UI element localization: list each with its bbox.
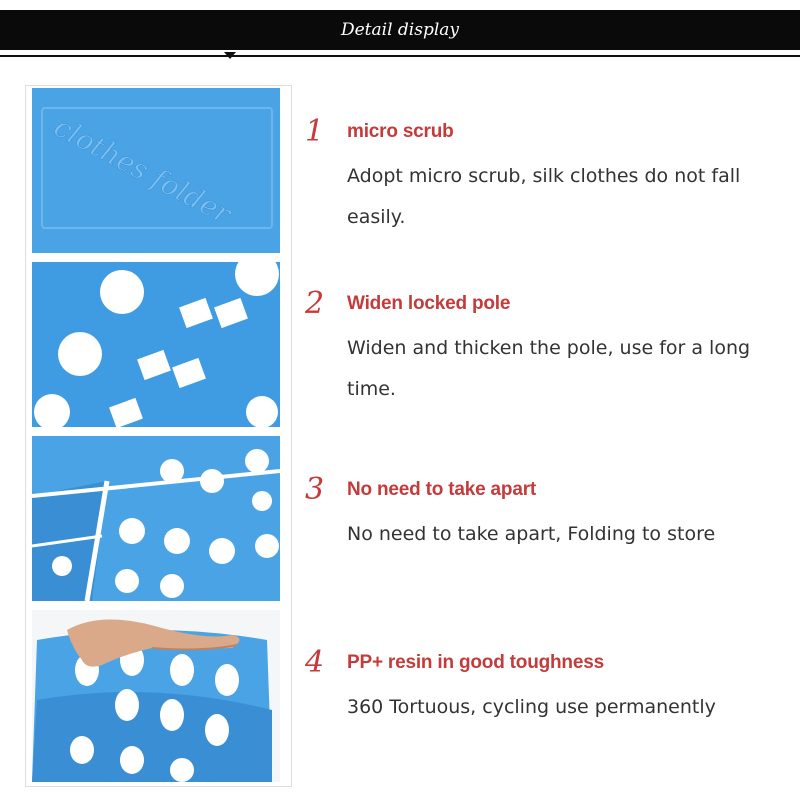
feature-description: Widen and thicken the pole, use for a long time.: [347, 337, 751, 400]
header-divider: [0, 55, 800, 57]
hand-bending-photo: [32, 610, 280, 782]
page-title: Detail display: [340, 20, 460, 40]
feature-description: No need to take apart, Folding to store: [347, 523, 716, 545]
locked-pole-photo: [32, 262, 280, 427]
feature-number: 4: [305, 645, 325, 680]
feature-micro-scrub: [305, 114, 785, 238]
feature-title: Widen locked pole: [347, 293, 511, 314]
header-bar: [0, 10, 800, 50]
feature-title: micro scrub: [347, 121, 454, 142]
feature-toughness: [305, 645, 785, 728]
feature-number: 2: [305, 286, 325, 321]
feature-title: No need to take apart: [347, 479, 537, 500]
embossed-text: clothes folder: [48, 110, 237, 231]
micro-scrub-photo: [32, 88, 280, 253]
header-notch: [224, 52, 236, 59]
feature-locked-pole: [305, 286, 785, 410]
feature-number: 1: [305, 114, 325, 149]
feature-folding: [305, 472, 785, 555]
feature-title: PP+ resin in good toughness: [347, 652, 604, 673]
folding-photo: [32, 436, 280, 601]
feature-description: Adopt micro scrub, silk clothes do not fall easily.: [347, 165, 741, 228]
feature-description: 360 Tortuous, cycling use permanently: [347, 696, 716, 718]
feature-number: 3: [305, 472, 325, 507]
